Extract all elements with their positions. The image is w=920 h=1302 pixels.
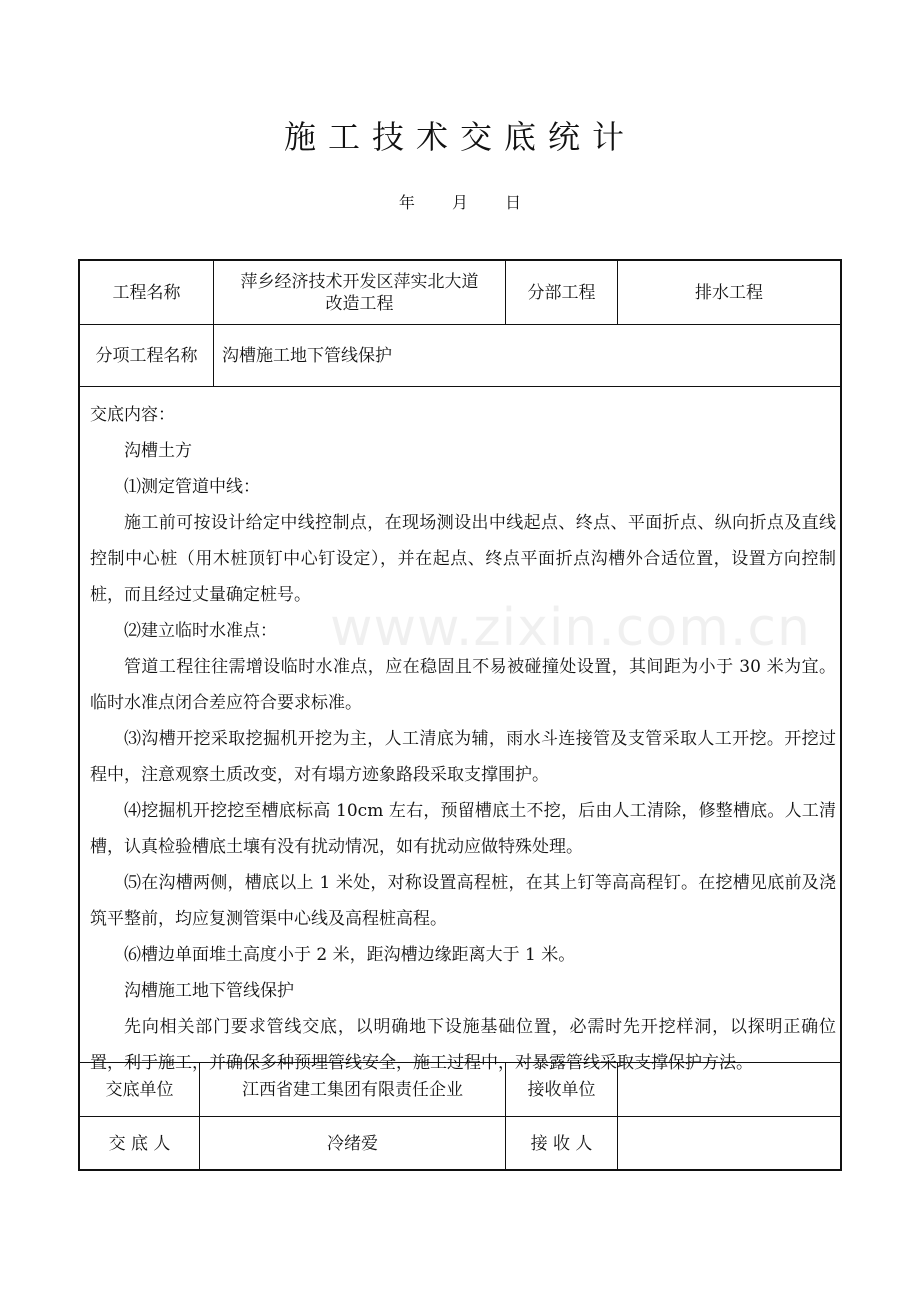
disclosure-content: [90, 397, 836, 1081]
division-value: 排水工程: [695, 282, 763, 303]
division-label: 分部工程: [527, 282, 596, 303]
date-line: [0, 190, 920, 213]
content-paragraph: ⑹槽边单面堆土高度小于 2 米，距沟槽边缘距离大于 1 米。: [124, 945, 576, 965]
content-paragraph: ⑷挖掘机开挖挖至槽底标高 10cm 左右，预留槽底土不挖，后由人工清除，修整槽底。人工清槽，认真检验槽底土壤有没有扰动情况，如有扰动应做特殊处理。: [90, 801, 836, 857]
watermark: www.zixin.com.cn: [330, 598, 811, 658]
content-paragraph: ⑴测定管道中线：: [124, 477, 260, 497]
receiver-person-label: 接 收 人: [530, 1134, 593, 1154]
issuer-unit-label: 交底单位: [105, 1079, 174, 1100]
col-divider-r2-1: [213, 324, 214, 386]
date-month: 月: [451, 193, 468, 212]
content-paragraph: 施工前可按设计给定中线控制点，在现场测设出中线起点、终点、平面折点、纵向折点及直线控制中心桩（用木桩顶钉中心钉设定），并在起点、终点平面折点沟槽外合适位置，设置方向控制桩，而且经过丈量确定桩号。: [90, 513, 836, 605]
receiver-unit-label: 接收单位: [527, 1079, 596, 1100]
content-paragraph: 沟槽施工地下管线保护: [124, 981, 294, 1001]
subitem-label: 分项工程名称: [95, 345, 198, 366]
content-paragraph: ⑸在沟槽两侧，槽底以上 1 米处，对称设置高程桩，在其上钉等高高程钉。在挖槽见底前及浇筑平整前，均应复测管渠中心线及高程桩高程。: [90, 873, 836, 929]
content-paragraph: 沟槽土方: [124, 441, 192, 461]
content-paragraph: ⑶沟槽开挖采取挖掘机开挖为主，人工清底为辅，雨水斗连接管及支管采取人工开挖。开挖过程中，注意观察土质改变，对有塌方迹象路段采取支撑围护。: [90, 729, 836, 785]
project-name-label: 工程名称: [112, 282, 181, 303]
document-title: 施工技术交底统计: [283, 118, 636, 156]
content-heading: 交底内容：: [90, 405, 175, 425]
issuer-person-value: 冷绪爱: [327, 1134, 378, 1154]
project-name-line-2: 改造工程: [325, 293, 394, 314]
receiver-person-value: [618, 1117, 840, 1171]
content-paragraph: ⑵建立临时水准点：: [124, 621, 277, 641]
subitem-value: 沟槽施工地下管线保护: [222, 345, 392, 366]
row-divider-2: [80, 386, 840, 387]
project-name-value: [214, 261, 505, 324]
issuer-unit-value: 江西省建工集团有限责任企业: [242, 1079, 463, 1100]
project-name-line-1: 萍乡经济技术开发区萍实北大道: [240, 271, 479, 292]
disclosure-table: [78, 259, 842, 1171]
content-paragraph: 管道工程往往需增设临时水准点，应在稳固且不易被碰撞处设置，其间距为小于 30 米为宜。临时水准点闭合差应符合要求标准。: [90, 657, 836, 713]
date-year: 年: [398, 193, 415, 212]
date-day: 日: [505, 193, 522, 212]
receiver-unit-value: [618, 1063, 840, 1116]
issuer-person-label: 交 底 人: [108, 1134, 171, 1154]
content-paragraph: 先向相关部门要求管线交底，以明确地下设施基础位置，必需时先开挖样洞，以探明正确位置，利于施工，并确保多种预埋管线安全，施工过程中，对暴露管线采取支撑保护方法。: [90, 1017, 836, 1073]
